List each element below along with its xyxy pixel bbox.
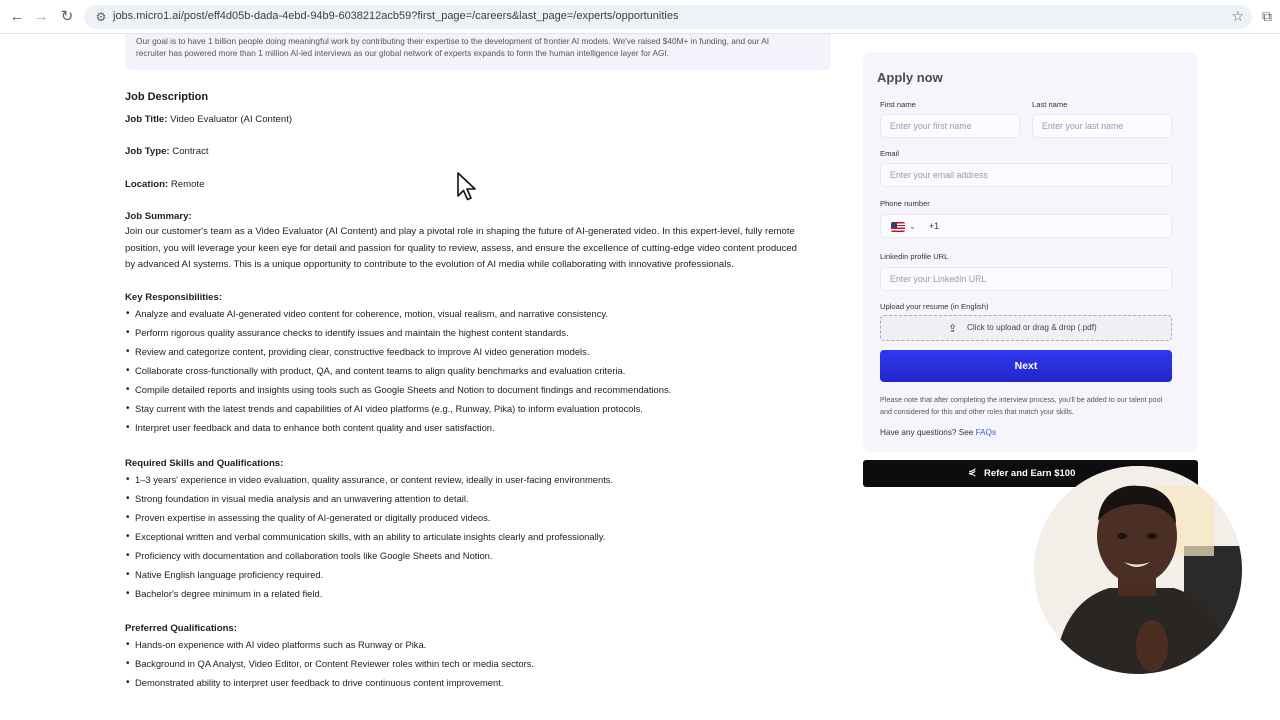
faq-prefix: Have any questions? See [880,428,976,437]
skills-label: Required Skills and Qualifications: [125,458,284,469]
list-item: • Stay current with the latest trends and capabilities of AI video platforms (e.g., Runway, Pika) to inform evaluation protocols. [135,403,643,414]
extensions-icon[interactable]: ⧉ [1262,8,1272,24]
list-item: • Review and categorize content, providing clear, constructive feedback to improve AI video generation models. [135,346,589,357]
us-flag-icon[interactable] [891,222,905,232]
bookmark-star-icon[interactable]: ☆ [1231,8,1244,24]
summary-line: by advanced AI systems. This is a unique opportunity to contribute to the evolution of AI media while collaborating with innovative professionals. [125,259,734,270]
mouse-cursor-icon [456,172,478,202]
phone-input[interactable] [880,214,1172,238]
list-item: • Strong foundation in visual media analysis and an unwavering attention to detail. [135,493,469,504]
linkedin-input[interactable]: Enter your LinkedIn URL [880,267,1172,291]
summary-line: position, you will leverage your keen eye for detail and passion for quality to review, assess, and ensure the excellence of cutting-edge video content produced [125,242,797,254]
location-row [125,179,204,190]
list-item: • Perform rigorous quality assurance checks to identify issues and maintain the highest content standards. [135,327,569,338]
faq-line [880,428,996,437]
preferred-label: Preferred Qualifications: [125,623,237,634]
chevron-down-icon[interactable]: ⌄ [909,222,916,231]
talent-pool-note: Please note that after completing the interview process, you'll be added to our talent pool and considered for this and other roles that match your skills. [880,395,1163,416]
location-value: Remote [168,179,205,190]
list-item: • Interpret user feedback and data to enhance both content quality and user satisfaction. [135,422,495,433]
address-bar[interactable] [84,5,1252,29]
job-title-row [125,114,292,125]
list-item: • Demonstrated ability to interpret user feedback to drive continuous content improvement. [135,677,503,688]
job-title-value: Video Evaluator (AI Content) [167,114,293,125]
list-item: • Proven expertise in assessing the quality of AI-generated or digitally produced videos. [135,512,490,523]
list-item: • 1–3 years' experience in video evaluation, quality assurance, or content review, ideally in user-facing environments. [135,474,613,485]
first-name-input[interactable]: Enter your first name [880,114,1020,138]
share-icon: ⋞ [968,467,977,478]
summary-line: Join our customer's team as a Video Evaluator (AI Content) and play a pivotal role in shaping the future of AI-generated video. In this expert-level, fully remote [125,226,795,237]
list-item: • Proficiency with documentation and collaboration tools like Google Sheets and Notion. [135,550,493,561]
email-label: Email [880,149,899,158]
list-item: • Collaborate cross-functionally with product, QA, and content teams to align quality benchmarks and evaluation criteria. [135,365,625,376]
job-type-row [125,146,209,157]
list-item: • Analyze and evaluate AI-generated video content for coherence, motion, visual realism, and narrative consistency. [135,308,608,319]
about-line-1: Our goal is to have 1 billion people doing meaningful work by contributing their expertise to the development of frontier AI models. We've raised $40M+ in funding, and our AI [136,36,770,46]
email-input[interactable]: Enter your email address [880,163,1172,187]
back-arrow-icon[interactable]: ← [9,8,25,25]
resume-upload-dropzone[interactable] [880,315,1172,341]
location-label: Location: [125,179,169,190]
presenter-webcam-overlay [1034,466,1242,674]
upload-icon: ⇪ [948,323,958,335]
apply-form-panel [863,52,1197,452]
reload-icon[interactable]: ↻ [60,8,74,25]
faq-link[interactable]: FAQs [975,428,997,437]
last-name-label: Last name [1032,100,1068,109]
summary-paragraph [125,224,831,274]
presenter-photo [1034,466,1242,674]
list-item: • Native English language proficiency required. [135,569,323,580]
list-item: • Bachelor's degree minimum in a related field. [135,588,322,599]
resume-label: Upload your resume (in English) [880,302,989,311]
upload-text: Click to upload or drag & drop (.pdf) [967,323,1097,332]
job-type-value: Contract [169,146,209,157]
company-about-box [125,34,831,70]
phone-label: Phone number [880,199,930,208]
refer-label: Refer and Earn $100 [984,468,1076,479]
apply-title: Apply now [877,70,943,85]
site-settings-icon[interactable]: ⚙ [95,10,107,24]
responsibilities-label: Key Responsibilities: [125,292,223,303]
about-line-2: recruiter has powered more than 1 million AI-led interviews as our global network of experts expands to form the human intelligence layer for AGI. [136,47,670,58]
phone-dial-code: +1 [929,221,940,231]
first-name-label: First name [880,100,916,109]
next-button[interactable]: Next [880,350,1172,382]
url-text[interactable]: jobs.micro1.ai/post/eff4d05b-dada-4ebd-94b9-6038212acb59?first_page=/careers&last_page=/experts/opportunities [113,10,679,22]
linkedin-label: Linkedin profile URL [880,252,949,261]
summary-label: Job Summary: [125,211,192,222]
forward-arrow-icon[interactable]: → [33,8,49,25]
job-title-label: Job Title: [125,114,168,125]
last-name-input[interactable]: Enter your last name [1032,114,1172,138]
job-type-label: Job Type: [125,146,170,157]
list-item: • Exceptional written and verbal communication skills, with an ability to articulate insights clearly and professionally. [135,531,605,542]
browser-toolbar [0,0,1280,34]
list-item: • Compile detailed reports and insights using tools such as Google Sheets and Notion to document findings and recommendations. [135,384,671,395]
job-description-heading: Job Description [125,91,209,103]
list-item: • Hands-on experience with AI video platforms such as Runway or Pika. [135,639,426,650]
list-item: • Background in QA Analyst, Video Editor, or Content Reviewer roles within tech or media sectors. [135,658,534,669]
